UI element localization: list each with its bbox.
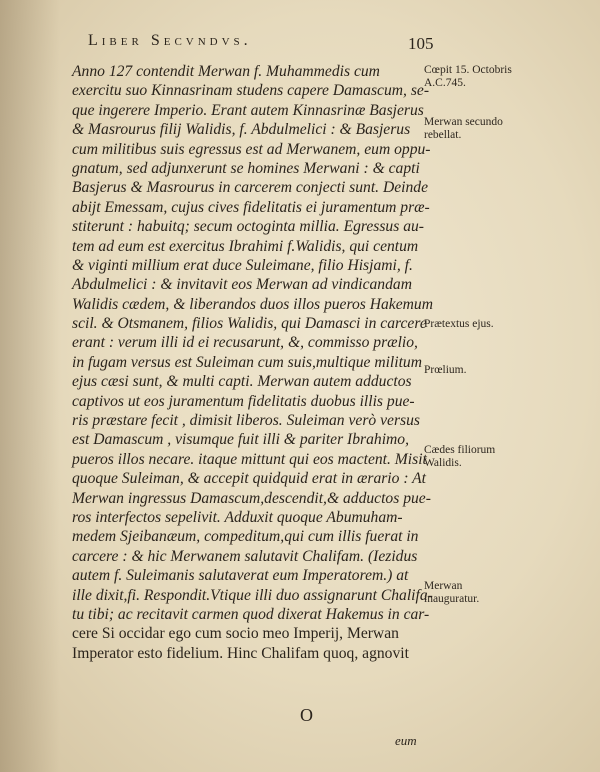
catchword: eum bbox=[395, 733, 417, 748]
gutter-shadow bbox=[0, 0, 60, 772]
text-line: abijt Emessam, cujus cives fidelitatis ei juramentum præ- bbox=[72, 198, 430, 216]
text-line: pueros illos necare. itaque mittunt qui eos mactent. Misit bbox=[72, 450, 427, 468]
side-note: Merwan inauguratur. bbox=[424, 580, 480, 605]
text-line: & viginti millium erat duce Suleimane, filio Hisjami, f. bbox=[72, 256, 413, 274]
text-line: ros interfectos sepelivit. Adduxit quoque Abumuham- bbox=[72, 508, 403, 526]
text-line: ille dixit,fi. Respondit.Vtique illi duo assignarunt Chalifa- bbox=[72, 586, 433, 604]
text-line: in fugam versus est Suleiman cum suis,multique militum bbox=[72, 353, 422, 371]
text-line: carcere : & hic Merwanem salutavit Chalifam. (Iezidus bbox=[72, 547, 418, 565]
text-line: Basjerus & Masrourus in carcerem conjecti sunt. Deinde bbox=[72, 179, 428, 197]
running-title: Liber Secvndvs. bbox=[88, 32, 252, 49]
side-note: Prœlium. bbox=[424, 364, 467, 376]
text-line: gnatum, sed adjunxerunt se homines Merwani : & capti bbox=[72, 159, 420, 177]
page-number: 105 bbox=[408, 34, 434, 53]
side-note: Cœpit 15. Octobris A.C.745. bbox=[424, 64, 512, 89]
text-line: captivos ut eos juramentum fidelitatis duobus illis pue- bbox=[72, 392, 415, 410]
main-text bbox=[72, 62, 433, 663]
text-line: tu tibi; ac recitavit carmen quod dixerat Hakemus in car- bbox=[72, 605, 430, 623]
signature-mark: O bbox=[300, 705, 313, 725]
text-line: exercitu suo Kinnasrinam studens capere Damascum, se- bbox=[72, 82, 430, 100]
text-line: Imperator esto fidelium. Hinc Chalifam quoq, agnovit bbox=[72, 644, 409, 662]
text-line: autem f. Suleimanis salutaverat eum Imperatorem.) at bbox=[72, 567, 409, 585]
text-line: quoque Suleiman, & accepit quidquid erat in ærario : At bbox=[72, 470, 427, 488]
text-line: est Damascum , visumque fuit illi & pariter Ibrahimo, bbox=[72, 431, 409, 449]
text-line: & Masrourus filij Walidis, f. Abdulmelici : & Basjerus bbox=[72, 121, 411, 139]
text-line: cere Si occidar ego cum socio meo Imperij, Merwan bbox=[72, 625, 399, 643]
text-line: erant : verum illi id ei recusarunt, &, commisso prælio, bbox=[72, 334, 418, 352]
text-line: ejus cæsi sunt, & multi capti. Merwan autem adductos bbox=[72, 373, 412, 391]
text-line: ris præstare fecit , dimisit liberos. Suleiman verò versus bbox=[72, 412, 420, 430]
text-line: Anno 127 contendit Merwan f. Muhammedis cum bbox=[72, 63, 380, 80]
text-line: Merwan ingressus Damascum,descendit,& adductos pue- bbox=[72, 489, 431, 507]
text-line: stiterunt : habuitq; secum octoginta millia. Egressus au- bbox=[72, 218, 424, 236]
text-line: que ingerere Imperio. Erant autem Kinnasrinæ Basjerus bbox=[72, 101, 424, 119]
text-line: scil. & Otsmanem, filios Walidis, qui Damasci in carcere bbox=[72, 315, 427, 333]
side-note: Cædes filiorum Walidis. bbox=[424, 444, 496, 469]
text-line: cum militibus suis egressus est ad Merwanem, eum oppu- bbox=[72, 140, 431, 158]
text-line: tem ad eum est exercitus Ibrahimi f.Walidis, qui centum bbox=[72, 237, 419, 255]
side-note: Prætextus ejus. bbox=[424, 318, 494, 330]
text-line: Abdulmelici : & invitavit eos Merwan ad vindicandam bbox=[72, 276, 412, 294]
side-note: Merwan secundo rebellat. bbox=[424, 116, 503, 141]
text-line: Walidis cædem, & liberandos duos illos pueros Hakemum bbox=[72, 295, 433, 313]
text-line: medem Sjeibanæum, compeditum,qui cum illis fuerat in bbox=[72, 528, 419, 546]
